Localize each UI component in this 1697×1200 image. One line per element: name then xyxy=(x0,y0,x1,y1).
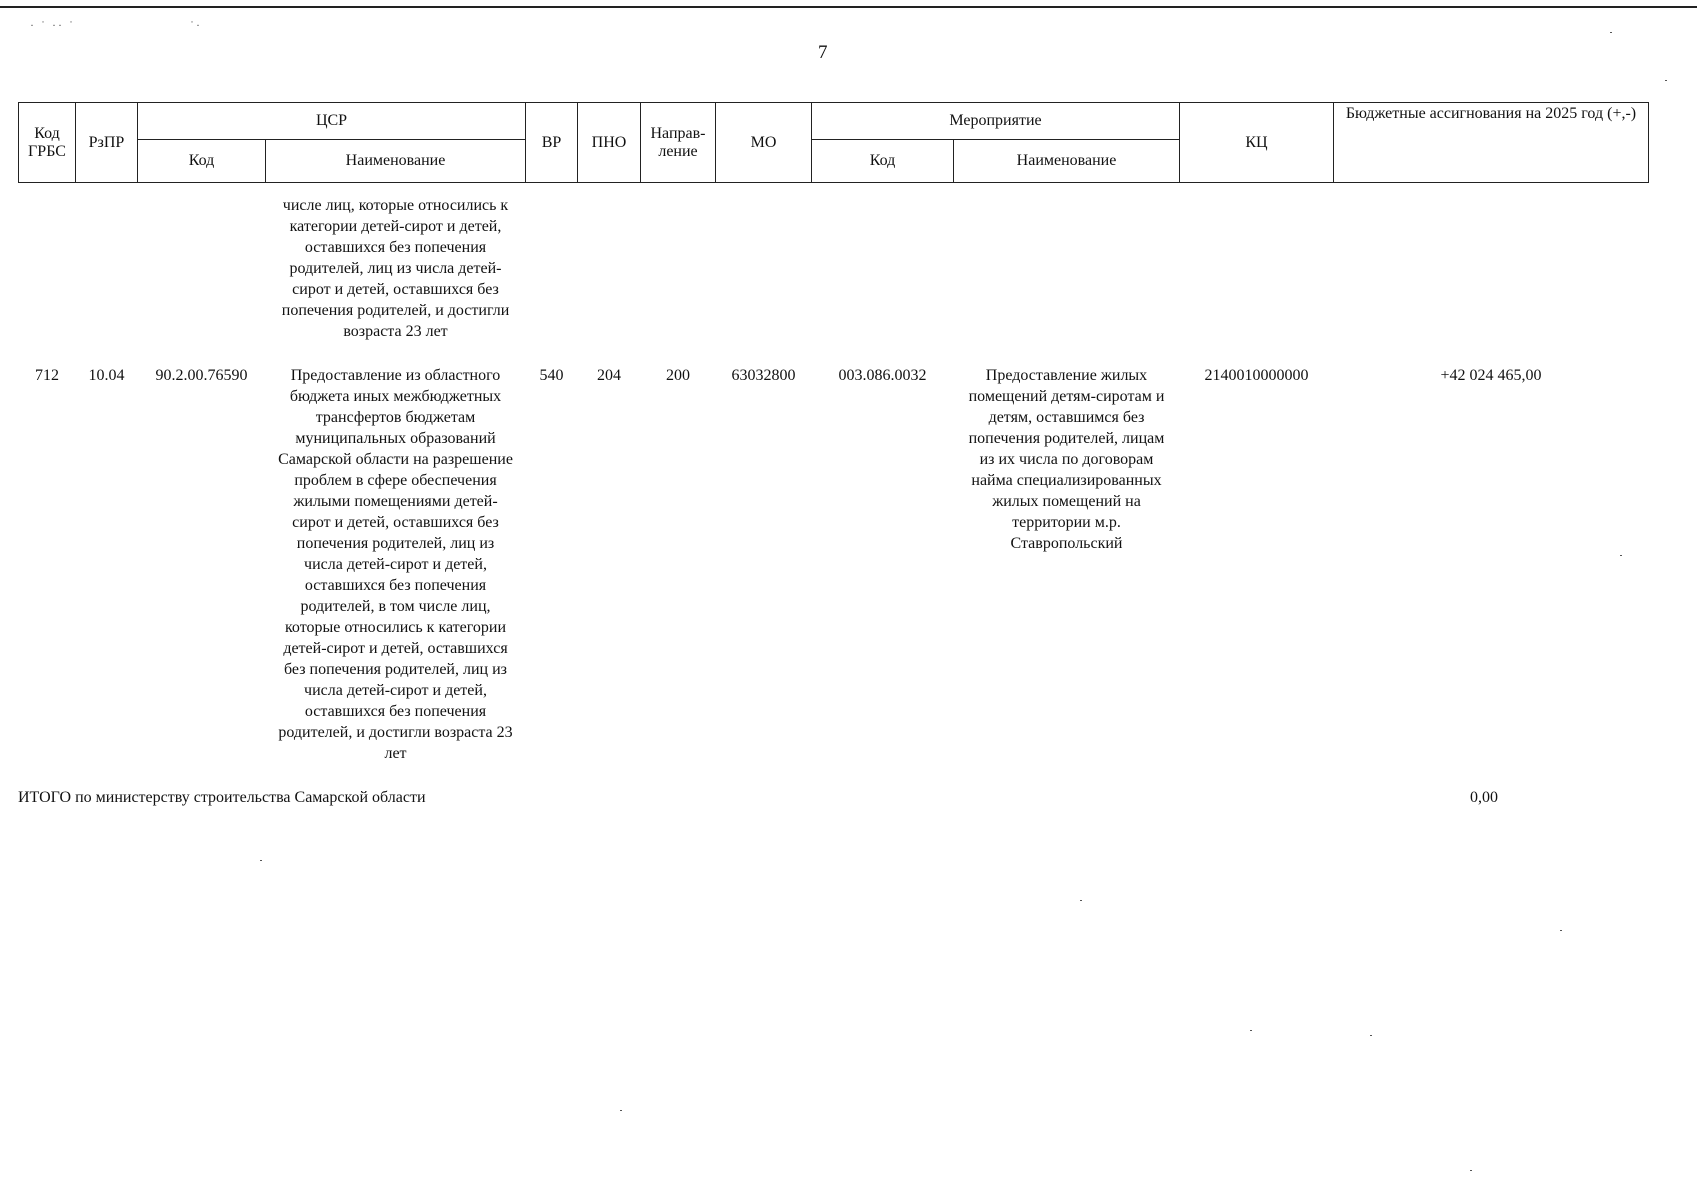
cell-csr-name: Предоставление из областного бюджета иных межбюджетных трансфертов бюджетам муниципальных образований Самарской области на разрешение проблем в сфере обеспечения жилыми помещениями детей-сирот и детей, оставшихся без попечения родителей, лиц из числа детей-сирот и детей, оставшихся без попечения родителей, в том числе лиц, которые относились к категории детей-сирот и детей, оставшихся без попечения родителей, лиц из числа детей-сирот и детей, оставшихся без попечения родителей, и достигли возраста 23 лет xyxy=(278,367,513,762)
cell-empty xyxy=(1334,183,1649,366)
header-rzpr: РзПР xyxy=(76,103,138,183)
header-pno: ПНО xyxy=(578,103,641,183)
cell-empty xyxy=(954,183,1180,366)
cell-direction: 200 xyxy=(666,367,690,384)
scan-speck xyxy=(1470,1170,1472,1171)
top-border-line xyxy=(0,6,1697,8)
cell-empty xyxy=(812,183,954,366)
header-csr-name: Наименование xyxy=(266,140,526,183)
scan-speck xyxy=(1250,1030,1252,1031)
total-value: 0,00 xyxy=(1470,789,1498,806)
header-mo: МО xyxy=(716,103,812,183)
cell-empty xyxy=(19,183,76,366)
header-event: Мероприятие xyxy=(812,103,1180,140)
header-event-name: Наименование xyxy=(954,140,1180,183)
scan-speck xyxy=(1665,80,1667,81)
cell-budget: +42 024 465,00 xyxy=(1440,367,1542,384)
cell-rzpr: 10.04 xyxy=(88,367,125,384)
cell-empty xyxy=(76,183,138,366)
header-csr: ЦСР xyxy=(138,103,526,140)
scan-speck xyxy=(1610,32,1612,33)
budget-table xyxy=(18,102,1649,764)
scan-speck xyxy=(620,1110,622,1111)
cell-empty xyxy=(526,183,578,366)
cell-csr-code: 90.2.00.76590 xyxy=(155,367,248,384)
header-csr-code: Код xyxy=(138,140,266,183)
cell-pno: 204 xyxy=(597,367,621,384)
cell-empty xyxy=(138,183,266,366)
scan-artifact: ˙· xyxy=(190,18,202,32)
header-budget: Бюджетные ассигнования на 2025 год (+,-) xyxy=(1334,103,1649,183)
table-row xyxy=(19,365,1649,764)
header-direction: Направ-ление xyxy=(641,103,716,183)
scan-speck xyxy=(1620,555,1622,556)
scan-speck xyxy=(1560,930,1562,931)
scan-speck xyxy=(260,860,262,861)
header-event-code: Код xyxy=(812,140,954,183)
scan-artifact: · ˙ ·· ˙ xyxy=(30,18,75,32)
cell-vr: 540 xyxy=(539,367,564,384)
scan-speck xyxy=(1080,900,1082,901)
header-vr: ВР xyxy=(526,103,578,183)
cell-empty xyxy=(641,183,716,366)
cell-mo: 63032800 xyxy=(731,367,796,384)
cell-empty xyxy=(716,183,812,366)
table-header xyxy=(19,103,1649,183)
cell-empty xyxy=(1180,183,1334,366)
page-number: 7 xyxy=(818,42,828,63)
cell-grbs: 712 xyxy=(35,367,59,384)
table-row-continuation xyxy=(19,183,1649,366)
header-grbs: Код ГРБС xyxy=(19,103,76,183)
cell-event-name: Предоставление жилых помещений детям-сиротам и детям, оставшимся без попечения родителей, лицам из их числа по договорам найма специализированных жилых помещений на территории м.р. Ставропольский xyxy=(968,367,1165,552)
cell-empty xyxy=(578,183,641,366)
cell-event-code: 003.086.0032 xyxy=(838,367,927,384)
header-kc: КЦ xyxy=(1180,103,1334,183)
scan-speck xyxy=(1370,1035,1372,1036)
cell-kc: 2140010000000 xyxy=(1204,367,1309,384)
cell-csr-name: числе лиц, которые относились к категории детей-сирот и детей, оставшихся без попечения родителей, лиц из числа детей-сирот и детей, оставшихся без попечения родителей, и достигли возраста 23 лет xyxy=(281,197,510,340)
total-label: ИТОГО по министерству строительства Самарской области xyxy=(18,789,426,806)
